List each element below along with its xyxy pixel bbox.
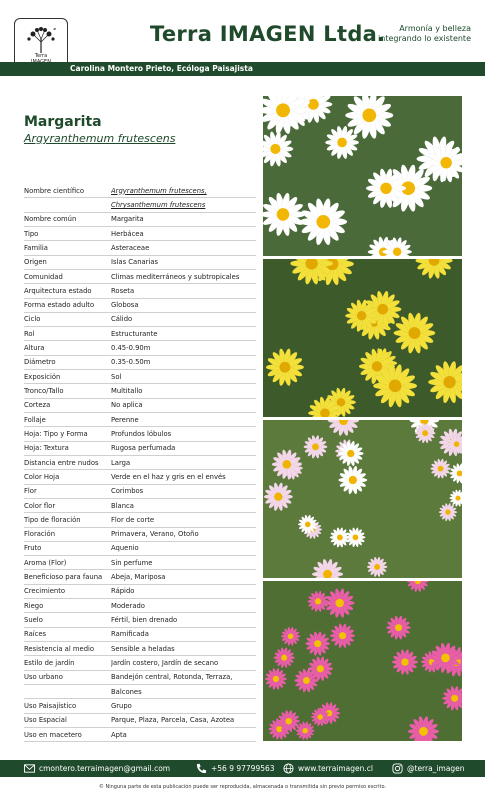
info-row: [24, 485, 256, 499]
info-row-label: Uso urbano: [24, 673, 63, 682]
info-row-value: Margarita: [111, 215, 144, 224]
logo: [14, 18, 68, 68]
info-row: [24, 356, 256, 370]
info-row-value: Flor de corte: [111, 515, 155, 524]
info-row: [24, 384, 256, 398]
footer-phone[interactable]: [196, 763, 275, 774]
info-row-label: Ciclo: [24, 315, 41, 324]
info-row: [24, 513, 256, 527]
info-row: [24, 313, 256, 327]
info-row-value: Asteraceae: [111, 243, 150, 252]
info-row-value: Moderado: [111, 601, 145, 610]
footer-instagram[interactable]: [392, 763, 465, 774]
info-row: [24, 585, 256, 599]
info-row-value: Bandejón central, Rotonda, Terraza,: [111, 673, 233, 682]
info-row-value: Cálido: [111, 315, 133, 324]
info-row-value: Globosa: [111, 301, 139, 310]
info-row-label: Comunidad: [24, 272, 63, 281]
info-row-value: Parque, Plaza, Parcela, Casa, Azotea: [111, 716, 235, 725]
info-row: [24, 299, 256, 313]
info-row-label: Crecimiento: [24, 587, 66, 596]
info-row-value: Herbácea: [111, 229, 144, 238]
info-table: [24, 184, 256, 742]
info-row-value: Rápido: [111, 587, 135, 596]
info-row-value: Perenne: [111, 415, 139, 424]
info-row: [24, 642, 256, 656]
info-row-label: Nombre científico: [24, 186, 85, 195]
info-row-label: Uso Paisajístico: [24, 701, 77, 710]
info-row-label: Hoja: Textura: [24, 444, 69, 453]
info-row: [24, 256, 256, 270]
footer-website-text: www.terraimagen.cl: [298, 764, 373, 773]
info-row: [24, 198, 256, 212]
info-row-value: No aplica: [111, 401, 143, 410]
logo-text-line1: Terra: [34, 53, 48, 59]
info-row: [24, 241, 256, 255]
brand-title: Terra IMAGEN Ltda.: [150, 22, 386, 46]
info-row: [24, 399, 256, 413]
info-row-label: Color flor: [24, 501, 56, 510]
info-row-value: Multitallo: [111, 387, 143, 396]
tagline-line1: Armonía y belleza: [399, 24, 471, 33]
info-row-label: Uso en macetero: [24, 730, 82, 739]
info-row: [24, 456, 256, 470]
info-row: [24, 599, 256, 613]
info-row: [24, 656, 256, 670]
info-row-value: Sensible a heladas: [111, 644, 175, 653]
footer-website[interactable]: [283, 763, 373, 774]
info-row-value: Primavera, Verano, Otoño: [111, 530, 199, 539]
info-row: [24, 413, 256, 427]
info-row-label: Flor: [24, 487, 37, 496]
info-row-label: Suelo: [24, 616, 43, 625]
header-bar: [0, 62, 485, 76]
info-row-value: Corimbos: [111, 487, 144, 496]
info-row-label: Rol: [24, 329, 35, 338]
pink-daisies-photo: [263, 581, 462, 741]
info-row-label: Nombre común: [24, 215, 77, 224]
yellow-daisies-photo: [263, 259, 462, 417]
tagline: [351, 24, 471, 43]
info-row: [24, 528, 256, 542]
info-row: [24, 427, 256, 441]
info-row-value: 0.45-0.90m: [111, 344, 151, 353]
info-row: [24, 570, 256, 584]
footer-email-text: cmontero.terraimagen@gmail.com: [39, 764, 171, 773]
info-row: [24, 613, 256, 627]
footer-bar: [0, 760, 485, 777]
mail-icon: [24, 763, 35, 774]
info-row-value: Abeja, Mariposa: [111, 573, 166, 582]
info-row-label: Beneficioso para fauna: [24, 573, 103, 582]
info-row-label: Estilo de jardín: [24, 658, 75, 667]
info-row-value: Roseta: [111, 286, 135, 295]
info-row-value: Jardín costero, Jardín de secano: [111, 658, 219, 667]
info-row: [24, 671, 256, 685]
info-row-value: Sin perfume: [111, 558, 153, 567]
info-row-label: Altura: [24, 344, 45, 353]
footer-email[interactable]: [24, 763, 170, 774]
info-row: [24, 470, 256, 484]
copyright-notice: © Ninguna parte de esta publicación puede ser reproducida, almacenada o transmitida sin previo permiso escrito.: [98, 784, 387, 790]
info-row-value: Fértil, bien drenado: [111, 616, 178, 625]
info-row-value: Blanca: [111, 501, 134, 510]
info-row-label: Hoja: Tipo y Forma: [24, 429, 88, 438]
info-row: [24, 685, 256, 699]
info-row: [24, 542, 256, 556]
footer-phone-text: +56 9 97799563: [211, 764, 275, 773]
info-row-value: Profundos lóbulos: [111, 429, 172, 438]
info-row: [24, 714, 256, 728]
info-row-value: Rugosa perfumada: [111, 444, 176, 453]
plant-scientific-name: Argyranthemum frutescens: [24, 132, 176, 145]
info-row: [24, 213, 256, 227]
info-row-label: Corteza: [24, 401, 51, 410]
info-row-label: Tipo: [24, 229, 39, 238]
info-row-label: Uso Espacial: [24, 716, 67, 725]
info-row-value: Sol: [111, 372, 122, 381]
info-row-label: Aroma (Flor): [24, 558, 67, 567]
plant-name: Margarita: [24, 114, 102, 130]
info-row: [24, 370, 256, 384]
info-row-value: Balcones: [111, 687, 142, 696]
footer-instagram-text: @terra_imagen: [407, 764, 465, 773]
info-row-label: Riego: [24, 601, 44, 610]
info-row-value: Aquenio: [111, 544, 139, 553]
info-row-label: Diámetro: [24, 358, 56, 367]
info-row: [24, 728, 256, 742]
info-row: [24, 227, 256, 241]
info-row-value: Grupo: [111, 701, 132, 710]
info-row: [24, 327, 256, 341]
info-row-value: Apta: [111, 730, 127, 739]
phone-icon: [196, 763, 207, 774]
info-row-value: Islas Canarias: [111, 258, 159, 267]
info-row-label: Color Hoja: [24, 472, 60, 481]
info-row-label: Exposición: [24, 372, 61, 381]
info-row: [24, 284, 256, 298]
tagline-line2: integrando lo existente: [378, 33, 471, 43]
info-row: [24, 499, 256, 513]
info-row-value: Argyranthemum frutescens,: [111, 186, 207, 195]
info-row-label: Familia: [24, 243, 48, 252]
subheader-author: Carolina Montero Prieto, Ecóloga Paisajista: [70, 64, 253, 73]
info-row-label: Forma estado adulto: [24, 301, 95, 310]
info-row-value: Estructurante: [111, 329, 158, 338]
info-row-value: 0.35-0.50m: [111, 358, 151, 367]
info-row-value: Ramificada: [111, 630, 149, 639]
tree-icon: [23, 26, 59, 54]
info-row-label: Distancia entre nudos: [24, 458, 99, 467]
instagram-icon: [392, 763, 403, 774]
info-row-label: Raíces: [24, 630, 47, 639]
info-row: [24, 628, 256, 642]
info-row-value: Verde en el haz y gris en el envés: [111, 472, 226, 481]
info-row-value: Chrysanthemum frutescens: [111, 200, 206, 209]
pink-white-daisies-photo: [263, 420, 462, 578]
info-row-label: Resistencia al medio: [24, 644, 95, 653]
globe-icon: [283, 763, 294, 774]
info-row: [24, 699, 256, 713]
info-row-label: Tipo de floración: [24, 515, 81, 524]
info-row: [24, 442, 256, 456]
info-row: [24, 270, 256, 284]
info-row-value: Larga: [111, 458, 131, 467]
info-row-value: Climas mediterráneos y subtropicales: [111, 272, 240, 281]
info-row-label: Tronco/Tallo: [24, 387, 64, 396]
info-row: [24, 341, 256, 355]
info-row: [24, 184, 256, 198]
info-row-label: Origen: [24, 258, 47, 267]
info-row-label: Floración: [24, 530, 56, 539]
white-daisies-photo: [263, 96, 462, 256]
info-row-label: Arquitectura estado: [24, 286, 92, 295]
info-row-label: Follaje: [24, 415, 46, 424]
info-row-label: Fruto: [24, 544, 42, 553]
info-row: [24, 556, 256, 570]
